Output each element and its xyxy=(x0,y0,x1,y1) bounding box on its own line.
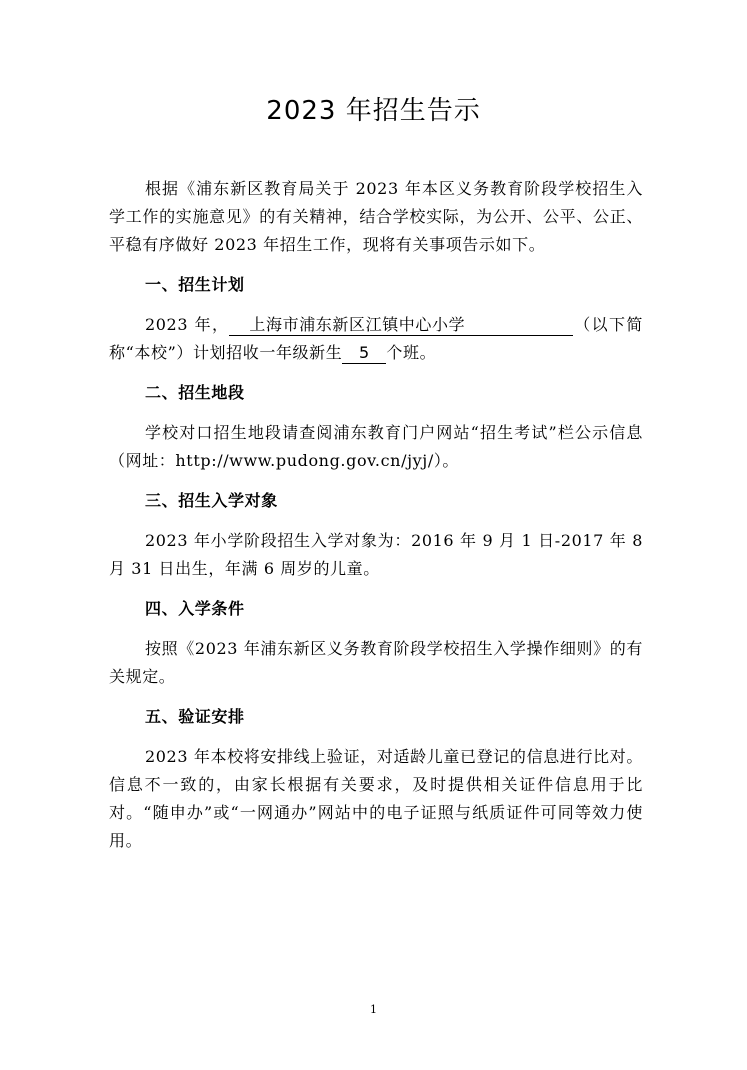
section-eligibility-paragraph: 2023 年小学阶段招生入学对象为：2016 年 9 月 1 日-2017 年 8 月 31 日出生，年满 6 周岁的儿童。 xyxy=(109,531,643,578)
section-heading-conditions: 四、入学条件 xyxy=(145,599,245,618)
plan-year-text: 2023 年， xyxy=(145,315,230,334)
class-count-field: 5 xyxy=(342,343,386,364)
section-conditions-paragraph: 按照《2023 年浦东新区义务教育阶段学校招生入学操作细则》的有关规定。 xyxy=(109,639,643,686)
plan-end-text: 个班。 xyxy=(386,343,437,362)
document-body xyxy=(109,175,643,867)
school-name-field: 上海市浦东新区江镇中心小学 xyxy=(229,315,573,336)
page-number: 1 xyxy=(370,1003,377,1016)
section-heading-plan: 一、招生计划 xyxy=(145,275,245,294)
section-heading-verification: 五、验证安排 xyxy=(145,707,245,726)
section-heading-eligibility: 三、招生入学对象 xyxy=(145,491,278,510)
plan-mid-text: （以下简称“本校”）计划招收一年级新生 xyxy=(109,315,643,362)
document-title: 2023 年招生告示 xyxy=(266,96,481,126)
section-district-paragraph: 学校对口招生地段请查阅浦东教育门户网站“招生考试”栏公示信息（网址：http://www.pudong.gov.cn/jyj/）。 xyxy=(109,423,643,470)
section-verification-paragraph: 2023 年本校将安排线上验证，对适龄儿童已登记的信息进行比对。信息不一致的，由家长根据有关要求，及时提供相关证件信息用于比对。“随申办”或“一网通办”网站中的电子证照与纸质证件可同等效力使用。 xyxy=(109,747,643,850)
section-plan-paragraph xyxy=(109,311,643,367)
section-heading-district: 二、招生地段 xyxy=(145,383,245,402)
intro-paragraph: 根据《浦东新区教育局关于 2023 年本区义务教育阶段学校招生入学工作的实施意见》的有关精神，结合学校实际，为公开、公平、公正、平稳有序做好 2023 年招生工作，现将有关事项告示如下。 xyxy=(109,179,643,254)
